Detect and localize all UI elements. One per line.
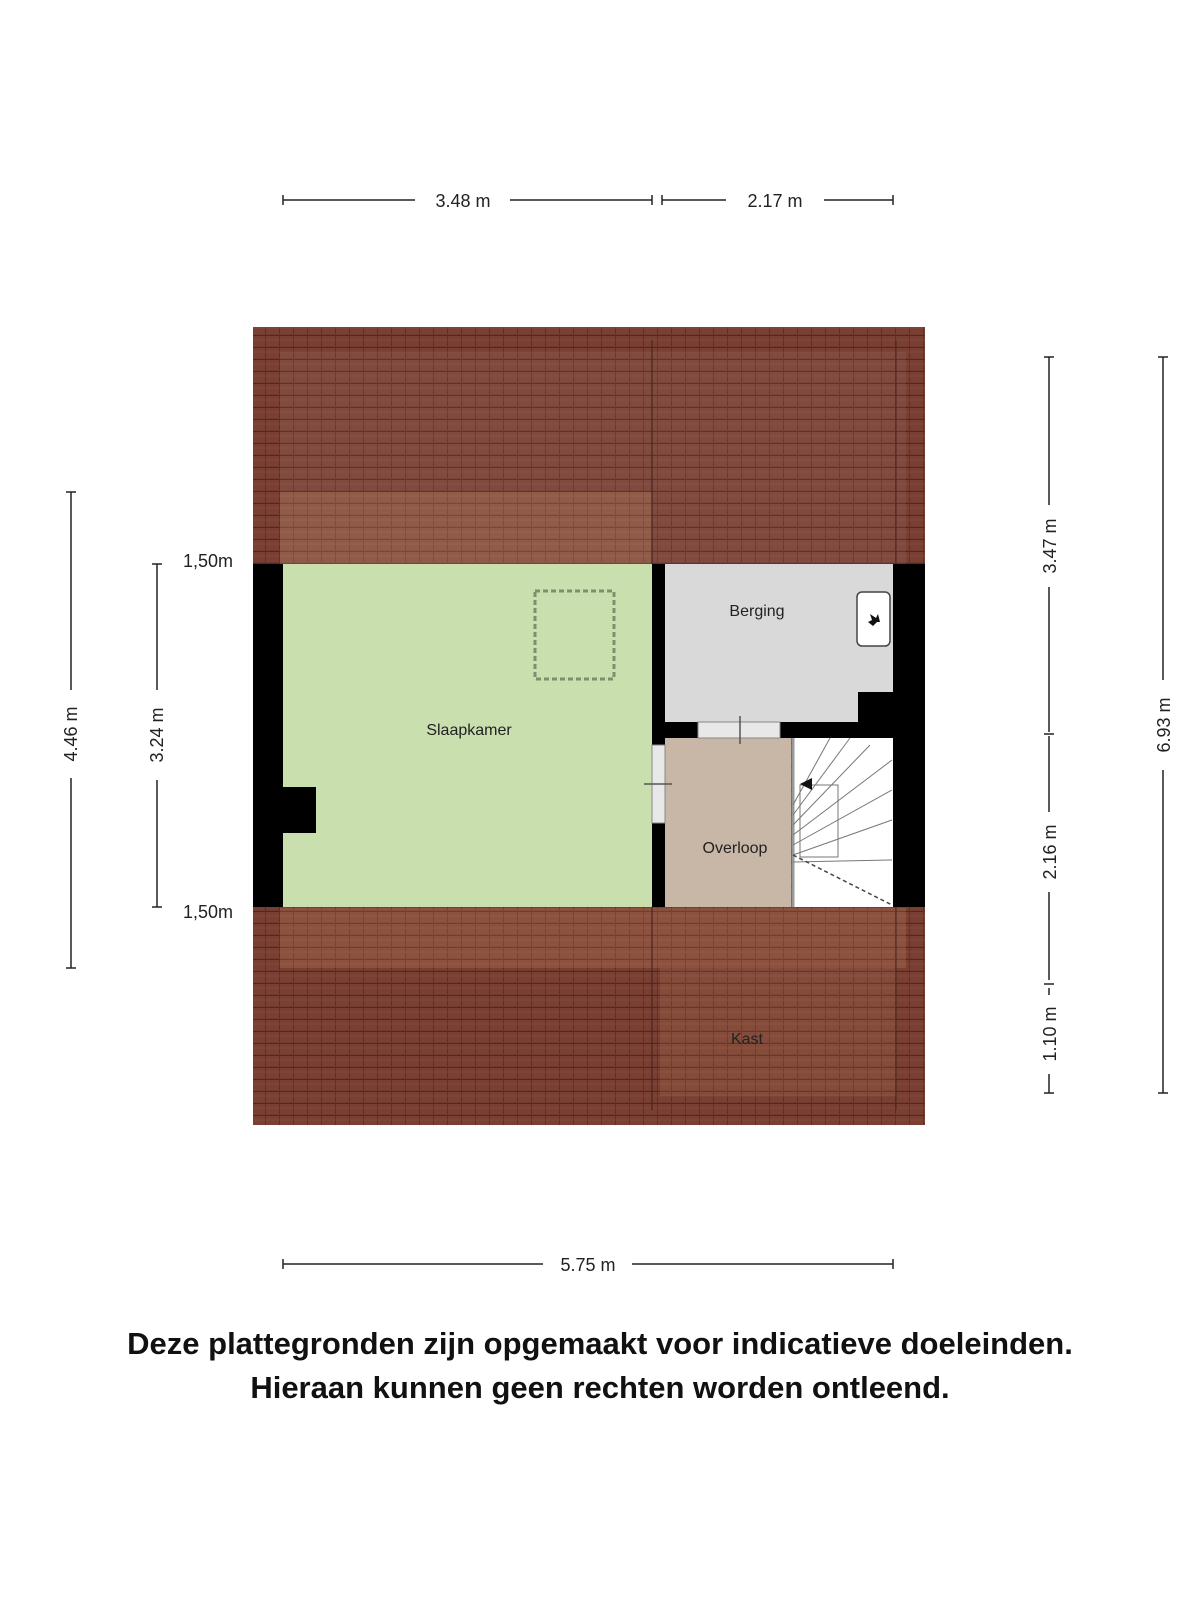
dimension-right-mid-label: 2.16 m — [1040, 824, 1060, 880]
kast-area — [660, 968, 896, 1096]
dimension-top-left-label: 3.48 m — [435, 191, 491, 211]
dimension-left-outer-label: 4.46 m — [61, 706, 81, 762]
dimension-top-right-label: 2.17 m — [747, 191, 803, 211]
staircase — [793, 738, 893, 907]
disclaimer-line-2: Hieraan kunnen geen rechten worden ontleend. — [250, 1370, 950, 1405]
overloop-room — [665, 738, 791, 907]
slaapkamer-label: Slaapkamer — [426, 722, 512, 739]
dimension-right-segments — [1044, 357, 1054, 1093]
dimension-right-bottom-label: 1.10 m — [1040, 1006, 1060, 1062]
height-top-label: 1,50m — [182, 551, 234, 571]
dimension-bottom-label: 5.75 m — [560, 1255, 616, 1275]
disclaimer-line-1: Deze plattegronden zijn opgemaakt voor indicatieve doeleinden. — [127, 1326, 1073, 1361]
dimension-right-total-label: 6.93 m — [1154, 697, 1174, 753]
overloop-label: Overloop — [702, 840, 768, 857]
dimension-left-inner-label: 3.24 m — [147, 707, 167, 763]
height-bottom-label: 1,50m — [182, 902, 234, 922]
dimension-right-top-label: 3.47 m — [1040, 518, 1060, 574]
berging-label: Berging — [729, 603, 785, 620]
kast-label: Kast — [730, 1031, 764, 1048]
